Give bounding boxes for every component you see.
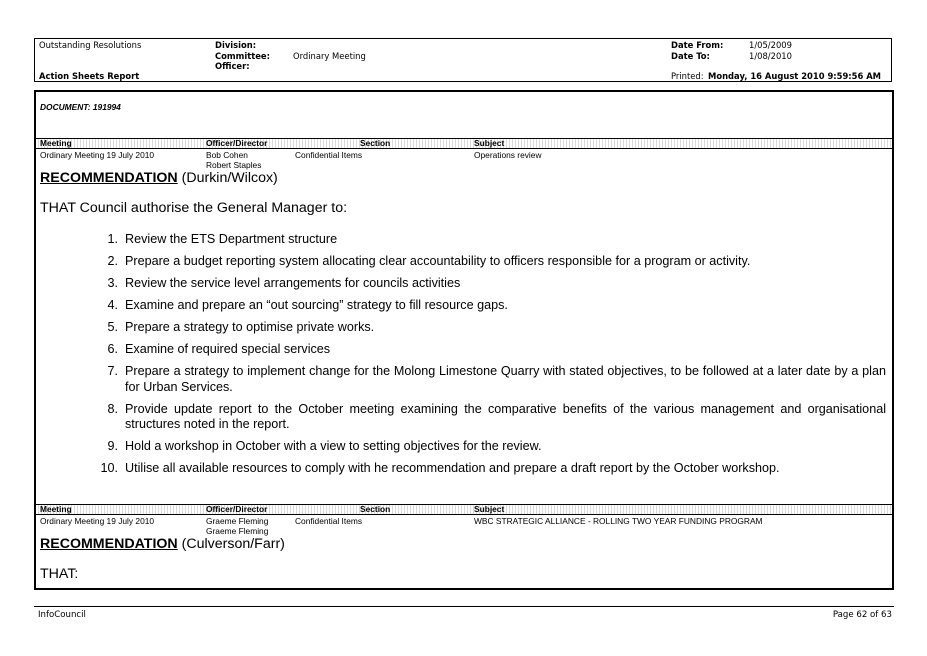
list-item: 3. Review the service level arrangements for councils activities [107, 276, 461, 290]
date-from-value: 1/05/2009 [749, 40, 792, 50]
report-title: Action Sheets Report [39, 71, 140, 81]
meeting-cell: Ordinary Meeting 19 July 2010 [40, 150, 155, 160]
list-item: 7. Prepare a strategy to implement change for the Molong Limestone Quarry with stated objectives, to be followed at a later date by a plan for Urban Services. [107, 364, 886, 394]
col-officer: Officer/Director [206, 504, 268, 514]
list-item: 4. Examine and prepare an “out sourcing” strategy to fill resource gaps. [107, 298, 508, 312]
committee-label: Committee: [215, 51, 270, 61]
recommendation-movers: (Durkin/Wilcox) [181, 170, 278, 186]
printed-label: Printed: [671, 71, 704, 81]
subject-cell: Operations review [474, 150, 542, 160]
column-header-row [36, 138, 892, 149]
recommendation-heading [40, 536, 285, 552]
officer-cell: Graeme Fleming [206, 526, 269, 536]
col-meeting: Meeting [40, 138, 72, 148]
recommendation-heading [40, 170, 278, 186]
recommendation-list [36, 232, 886, 483]
section-cell: Confidential Items [295, 150, 363, 160]
column-header-row [36, 504, 892, 515]
recommendation-title: RECOMMENDATION [40, 536, 178, 552]
recommendation-intro: THAT Council authorise the General Manager to: [40, 200, 348, 216]
section-cell: Confidential Items [295, 516, 363, 526]
action-sheet-body [34, 90, 894, 590]
recommendation-title: RECOMMENDATION [40, 170, 178, 186]
division-label: Division: [215, 40, 257, 50]
list-item: 1. Review the ETS Department structure [107, 232, 338, 246]
date-from-label: Date From: [671, 40, 724, 50]
subject-cell: WBC STRATEGIC ALLIANCE - ROLLING TWO YEAR FUNDING PROGRAM [474, 516, 763, 526]
meeting-cell: Ordinary Meeting 19 July 2010 [40, 516, 155, 526]
col-officer: Officer/Director [206, 138, 268, 148]
footer-app-name: InfoCouncil [38, 610, 86, 620]
list-item: 6. Examine of required special services [107, 342, 331, 356]
col-subject: Subject [474, 138, 505, 148]
date-to-value: 1/08/2010 [749, 51, 792, 61]
officer-cell: Robert Staples [206, 160, 262, 170]
list-item: 8. Provide update report to the October meeting examining the comparative benefits of the various management and organisational structures noted in the report. [107, 401, 886, 431]
list-item: 9. Hold a workshop in October with a view to setting objectives for the review. [107, 439, 542, 453]
col-section: Section [360, 138, 391, 148]
page-number: Page 62 of 63 [832, 610, 892, 620]
footer-divider [34, 606, 894, 607]
officer-cell: Graeme Fleming [206, 516, 269, 526]
col-meeting: Meeting [40, 504, 72, 514]
list-item: 2. Prepare a budget reporting system allocating clear accountability to officers responsible for a program or activity. [107, 254, 751, 268]
committee-value: Ordinary Meeting [293, 51, 366, 61]
date-to-label: Date To: [671, 51, 710, 61]
officer-label: Officer: [215, 61, 250, 71]
list-item: 5. Prepare a strategy to optimise private works. [107, 320, 375, 334]
report-header [34, 38, 892, 82]
list-item: 10. Utilise all available resources to comply with he recommendation and prepare a draft report by the October workshop. [100, 461, 780, 475]
document-label: DOCUMENT: 191994 [40, 102, 121, 112]
officer-cell: Bob Cohen [206, 150, 248, 160]
recommendation-movers: (Culverson/Farr) [181, 536, 285, 552]
recommendation-intro: THAT: [40, 566, 79, 582]
col-subject: Subject [474, 504, 505, 514]
printed-value: Monday, 16 August 2010 9:59:56 AM [708, 71, 882, 81]
col-section: Section [360, 504, 391, 514]
report-group: Outstanding Resolutions [39, 40, 142, 50]
